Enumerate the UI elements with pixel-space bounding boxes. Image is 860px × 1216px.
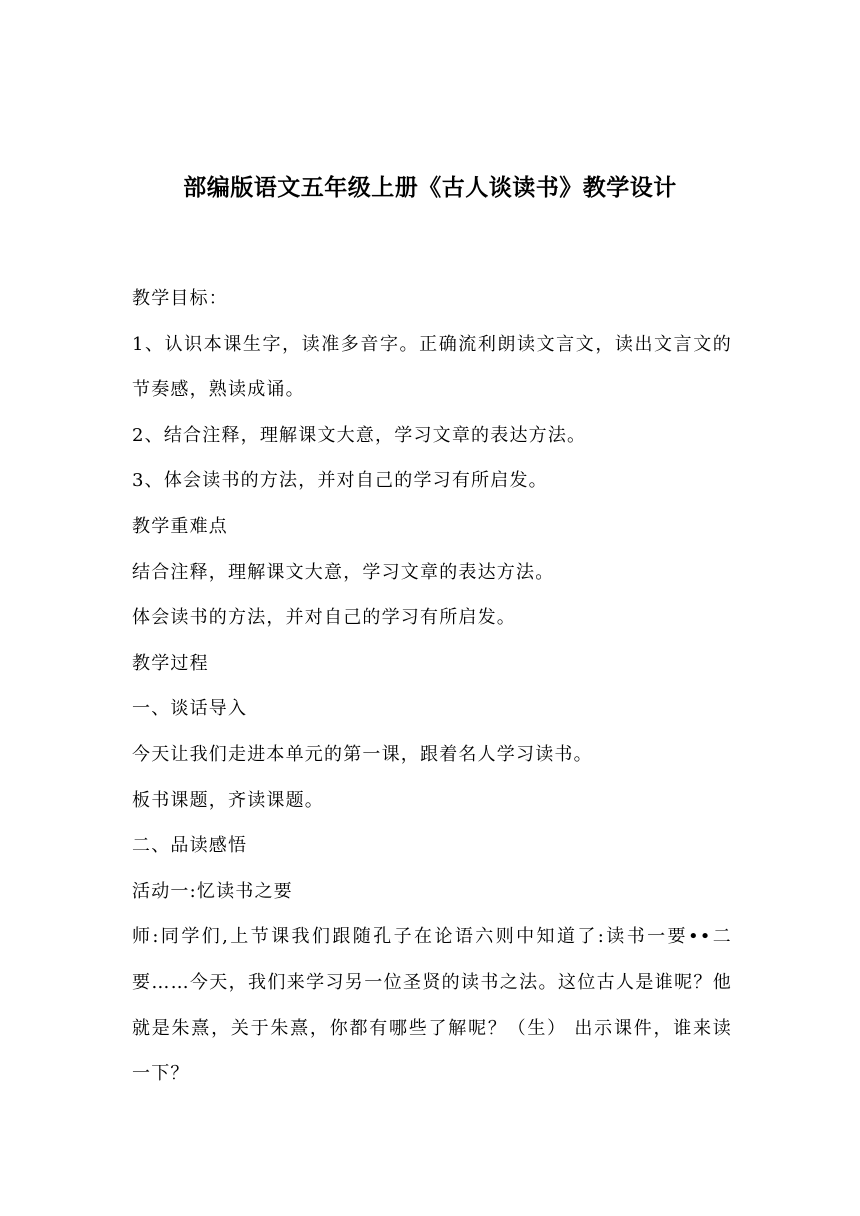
key-point-1: 结合注释，理解课文大意，学习文章的表达方法。 <box>132 561 555 583</box>
paragraph-board-title: 板书课题，齐读课题。 <box>132 789 324 811</box>
paragraph-intro: 今天让我们走进本单元的第一课，跟着名人学习读书。 <box>132 743 593 765</box>
section-heading-process: 教学过程 <box>132 652 209 674</box>
document-body <box>132 276 732 1097</box>
objective-item-3: 3、体会读书的方法，并对自己的学习有所启发。 <box>132 470 548 492</box>
section-heading-key-points: 教学重难点 <box>132 515 228 537</box>
objective-item-2: 2、结合注释，理解课文大意，学习文章的表达方法。 <box>132 424 587 446</box>
activity-heading-1: 活动一:忆读书之要 <box>132 880 293 902</box>
paragraph-teacher-talk: 师:同学们,上节课我们跟随孔子在论语六则中知道了:读书一要••二要……今天，我们来学习另一位圣贤的读书之法。这位古人是谁呢？他就是朱熹，关于朱熹，你都有哪些了解呢？（生） 出示课件，谁来读一下？ <box>132 926 732 1085</box>
key-point-2: 体会读书的方法，并对自己的学习有所启发。 <box>132 607 516 629</box>
objective-item-1: 1、认识本课生字，读准多音字。正确流利朗读文言文，读出文言文的节奏感，熟读成诵。 <box>132 333 732 401</box>
subsection-heading-intro: 一、谈话导入 <box>132 698 248 720</box>
document-title: 部编版语文五年级上册《古人谈读书》教学设计 <box>183 175 677 201</box>
section-heading-objectives: 教学目标： <box>132 288 228 309</box>
subsection-heading-reading: 二、品读感悟 <box>132 835 248 857</box>
